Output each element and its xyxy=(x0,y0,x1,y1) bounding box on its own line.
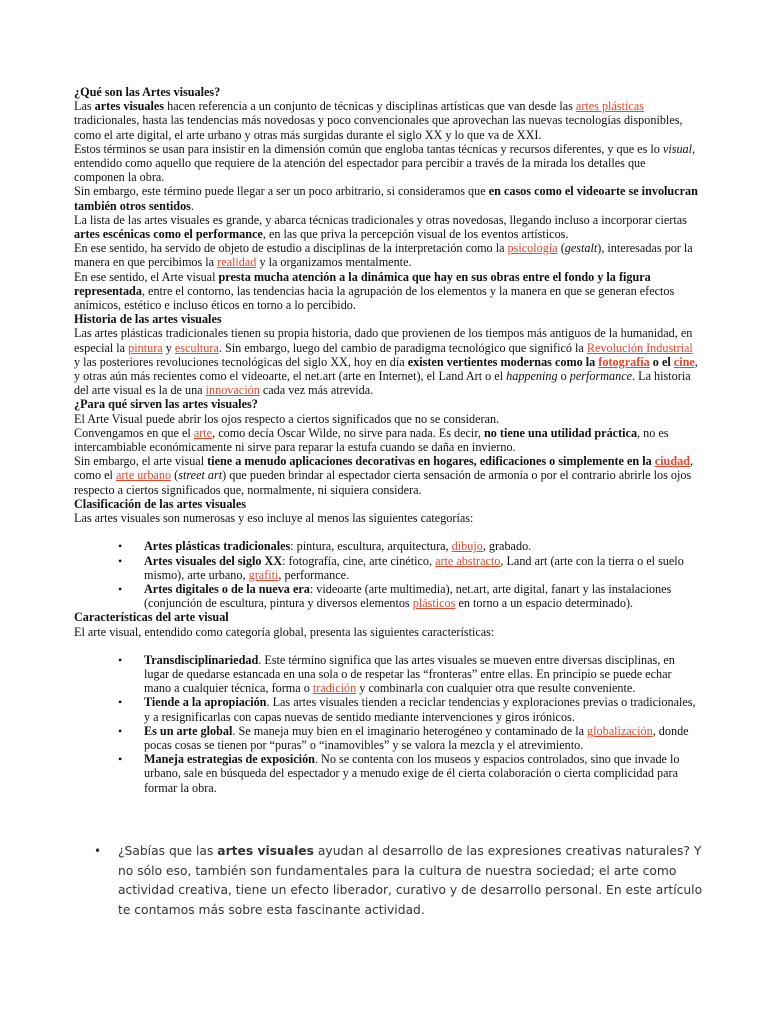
paragraph: Sin embargo, este término puede llegar a ser un poco arbitrario, si consideramos que en casos como el videoarte se involucran también otros sentidos. xyxy=(74,184,698,213)
link-dibujo[interactable]: dibujo xyxy=(451,539,483,554)
link-revolucion-industrial[interactable]: Revolución Industrial xyxy=(586,340,693,355)
link-arte-abstracto[interactable]: arte abstracto xyxy=(435,553,501,568)
closing-paragraph: • ¿Sabías que las artes visuales ayudan al desarrollo de las expresiones creativas naturales? Y no sólo eso, también son fundamentales para la cultura de nuestra sociedad; el arte como actividad creativa, tiene un efecto liberador, curativo y de desarrollo personal. En este artículo te contamos más sobre esta fascinante actividad. xyxy=(94,844,703,917)
link-arte-urbano[interactable]: arte urbano xyxy=(115,468,172,483)
link-realidad[interactable]: realidad xyxy=(217,255,257,270)
paragraph: El Arte Visual puede abrir los ojos respecto a ciertos significados que no se consideran. xyxy=(74,411,500,426)
categories-list xyxy=(74,539,698,610)
link-ciudad[interactable]: ciudad xyxy=(654,454,690,469)
link-pintura[interactable]: pintura xyxy=(128,340,163,355)
link-globalizacion[interactable]: globalización xyxy=(587,723,653,738)
link-grafiti[interactable]: grafiti xyxy=(248,567,279,582)
characteristics-list xyxy=(74,653,698,795)
paragraph: Sin embargo, el arte visual tiene a menudo aplicaciones decorativas en hogares, edificaciones o simplemente en la ciudad, como el arte urbano (street art) que pueden brindar al espectador cierta sensación de armonía o por el contrario abrirle los ojos respecto a ciertos significados que, normalmente, ni siquiera considera. xyxy=(74,454,694,497)
heading-clasificacion: Clasificación de las artes visuales xyxy=(74,496,246,511)
link-innovacion[interactable]: innovación xyxy=(205,383,260,398)
paragraph: En ese sentido, el Arte visual presta mucha atención a la dinámica que hay en sus obras entre el fondo y la figura representada, entre el contorno, las tendencias hacia la agrupación de los elementos y la manera en que se generan efectos anímicos, estético e incluso éticos en torno a lo percibido. xyxy=(74,269,675,313)
link-escultura[interactable]: escultura xyxy=(174,340,219,355)
paragraph: Estos términos se usan para insistir en la dimensión común que engloba tantas técnicas y recursos diferentes, y que es lo visual, entendido como aquello que requiere de la atención del espectador para percibir a través de la mirada los detalles que componen la obra. xyxy=(74,141,696,185)
heading-para-que-sirven: ¿Para qué sirven las artes visuales? xyxy=(74,397,258,412)
list-item: • Transdisciplinariedad. Este término significa que las artes visuales se mueven entre diversas disciplinas, en lugar de quedarse estancada en una sola o de respetar las “fronteras” entre ellas. En principio se puede echar mano a cualquier técnica, forma o tradición y combinarla con cualquier otra que resulte conveniente. xyxy=(144,653,698,696)
list-item: • Tiende a la apropiación. Las artes visuales tienden a reciclar tendencias y exploraciones previas o tradicionales, y a resignificarlas con capas nuevas de sentido mediante intervenciones y giros irónicos. xyxy=(144,695,698,723)
heading-caracteristicas: Características del arte visual xyxy=(74,610,229,625)
list-item: • Maneja estrategias de exposición. No se contenta con los museos y espacios controlados, sino que invade lo urbano, sale en búsqueda del espectador y a menudo exige de él cierta colaboración o cierta complicidad para formar la obra. xyxy=(144,752,698,795)
document-body xyxy=(74,85,698,795)
link-plasticos[interactable]: plásticos xyxy=(412,596,456,611)
list-item: • Artes digitales o de la nueva era: videoarte (arte multimedia), net.art, arte digital, fanart y las instalaciones (conjunción de escultura, pintura y diversos elementos plásticos en torno a un espacio determinado). xyxy=(144,582,698,610)
heading-historia: Historia de las artes visuales xyxy=(74,312,222,327)
link-tradicion[interactable]: tradición xyxy=(312,681,357,696)
list-item: • Artes plásticas tradicionales: pintura, escultura, arquitectura, dibujo, grabado. xyxy=(144,539,698,553)
link-arte[interactable]: arte xyxy=(193,425,213,440)
paragraph: Las artes visuales son numerosas y eso incluye al menos las siguientes categorías: xyxy=(74,511,474,526)
paragraph: El arte visual, entendido como categoría global, presenta las siguientes características: xyxy=(74,624,495,639)
list-item: • Artes visuales del siglo XX: fotografía, cine, arte cinético, arte abstracto, Land art (arte con la tierra o el suelo mismo), arte urbano, grafiti, performance. xyxy=(144,554,698,582)
link-psicologia[interactable]: psicología xyxy=(507,241,558,256)
bullet-icon: • xyxy=(94,844,102,858)
heading-que-son: ¿Qué son las Artes visuales? xyxy=(74,85,221,99)
paragraph: En ese sentido, ha servido de objeto de estudio a disciplinas de la interpretación como la psicología (gestalt), interesadas por la manera en que percibimos la realidad y la organizamos mentalmente. xyxy=(74,241,693,270)
paragraph: Las artes plásticas tradicionales tienen su propia historia, dado que provienen de los tiempos más antiguos de la humanidad, en especial la pintura y escultura. Sin embargo, luego del cambio de paradigma tecnológico que significó la Revolución Industrial y las posteriores revoluciones tecnológicas del siglo XX, hoy en día existen vertientes modernas como la fotografía o el cine, y otras aún más recientes como el videoarte, el net.art (arte en Internet), el Land Art o el happening o performance. La historia del arte visual es la de una innovación cada vez más atrevida. xyxy=(74,326,698,398)
list-item: • Es un arte global. Se maneja muy bien en el imaginario heterogéneo y contaminado de la globalización, donde pocas cosas se tienen por “puras” o “inamovibles” y se valora la mezcla y el atrevimiento. xyxy=(144,724,698,752)
link-fotografia[interactable]: fotografía xyxy=(598,354,650,369)
paragraph: La lista de las artes visuales es grande, y abarca técnicas tradicionales y otras novedosas, llegando incluso a incorporar ciertas artes escénicas como el performance, en las que priva la percepción visual de los eventos artísticos. xyxy=(74,212,687,242)
link-cine[interactable]: cine xyxy=(673,354,695,369)
paragraph: Convengamos en que el arte, como decía Oscar Wilde, no sirve para nada. Es decir, no tiene una utilidad práctica, no es intercambiable económicamente ni sirve para reparar la estufa cuando se daña en invierno. xyxy=(74,425,669,455)
link-artes-plasticas[interactable]: artes plásticas xyxy=(575,99,644,114)
paragraph: Las artes visuales hacen referencia a un conjunto de técnicas y disciplinas artísticas que van desde las artes plásticas tradicionales, hasta las tendencias más novedosas y poco convencionales que aprovechan las nuevas tecnologías disponibles, como el arte digital, el arte urbano y otras más surgidas durante el siglo XX y lo que va de XXI. xyxy=(74,99,683,142)
